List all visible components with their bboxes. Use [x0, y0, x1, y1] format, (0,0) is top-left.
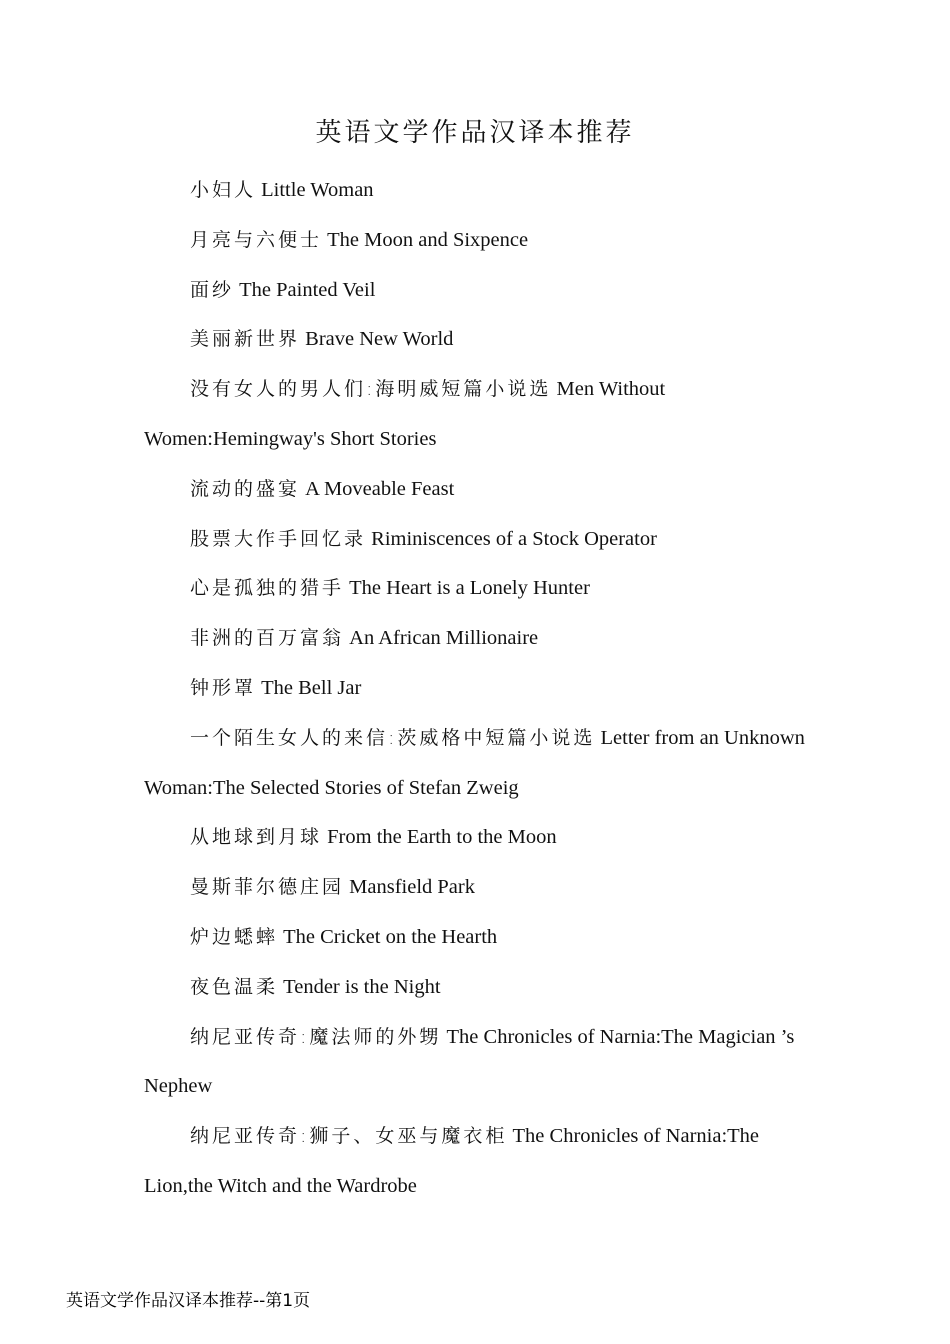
book-entry — [144, 1013, 814, 1113]
book-title-chinese: 非洲的百万富翁 — [190, 627, 345, 650]
book-title-english: Tender is the Night — [283, 975, 441, 998]
book-entry — [144, 863, 814, 913]
book-title-english: From the Earth to the Moon — [327, 826, 557, 849]
book-entry — [144, 664, 814, 714]
book-title-english: A Moveable Feast — [305, 477, 455, 500]
book-entry — [144, 913, 814, 963]
book-title-chinese: 面纱 — [190, 278, 235, 301]
book-title-chinese: 心是孤独的猎手 — [190, 577, 345, 600]
book-entry — [144, 315, 814, 365]
book-title-english: The Moon and Sixpence — [327, 228, 529, 251]
book-title-english: Letter from an Unknown Woman:The Selected Stories of Stefan Zweig — [144, 726, 805, 799]
book-title-english: The Cricket on the Hearth — [283, 925, 498, 948]
book-title-chinese: 钟形罩 — [190, 676, 257, 699]
book-entry — [144, 963, 814, 1013]
book-title-chinese: 小妇人 — [190, 179, 257, 201]
book-title-chinese: 没有女人的男人们:海明威短篇小说选 — [190, 378, 552, 401]
book-entry — [144, 266, 814, 316]
book-entry — [144, 614, 814, 664]
book-title-chinese: 月亮与六便士 — [190, 228, 323, 251]
book-title-english: An African Millionaire — [349, 627, 539, 650]
book-title-english: Men Without Women:Hemingway's Short Stories — [144, 378, 666, 450]
book-list — [144, 166, 814, 1212]
book-title-chinese: 美丽新世界 — [190, 328, 301, 351]
book-entry — [144, 515, 814, 565]
book-title-chinese: 曼斯菲尔德庄园 — [190, 876, 345, 899]
book-title-english: Mansfield Park — [349, 876, 475, 899]
book-title-chinese: 股票大作手回忆录 — [190, 527, 367, 550]
book-title-english: The Painted Veil — [239, 278, 376, 301]
book-entry — [144, 813, 814, 863]
book-title-english: The Bell Jar — [261, 676, 362, 699]
book-entry — [144, 714, 814, 814]
page-footer: 英语文学作品汉译本推荐--第1页 — [66, 1291, 311, 1311]
page-title: 英语文学作品汉译本推荐 — [315, 118, 635, 148]
book-title-english: Little Woman — [261, 179, 374, 201]
book-title-english: The Heart is a Lonely Hunter — [349, 577, 590, 600]
book-entry — [144, 166, 814, 216]
book-title-english: The Chronicles of Narnia:The Magician ’s Nephew — [144, 1025, 795, 1098]
book-title-chinese: 纳尼亚传奇:狮子、女巫与魔衣柜 — [190, 1125, 508, 1148]
book-entry — [144, 1112, 814, 1212]
book-title-english: Riminiscences of a Stock Operator — [371, 527, 657, 550]
book-entry — [144, 465, 814, 515]
book-title-chinese: 纳尼亚传奇:魔法师的外甥 — [190, 1025, 442, 1048]
book-entry — [144, 564, 814, 614]
book-entry — [144, 216, 814, 266]
book-title-chinese: 从地球到月球 — [190, 826, 323, 849]
book-title-chinese: 夜色温柔 — [190, 975, 279, 998]
book-title-chinese: 流动的盛宴 — [190, 477, 301, 500]
book-entry — [144, 365, 814, 465]
book-title-english: The Chronicles of Narnia:The Lion,the Witch and the Wardrobe — [144, 1125, 760, 1197]
book-title-english: Brave New World — [305, 328, 454, 351]
book-title-chinese: 炉边蟋蟀 — [190, 925, 279, 948]
book-title-chinese: 一个陌生女人的来信:茨威格中短篇小说选 — [190, 726, 596, 749]
